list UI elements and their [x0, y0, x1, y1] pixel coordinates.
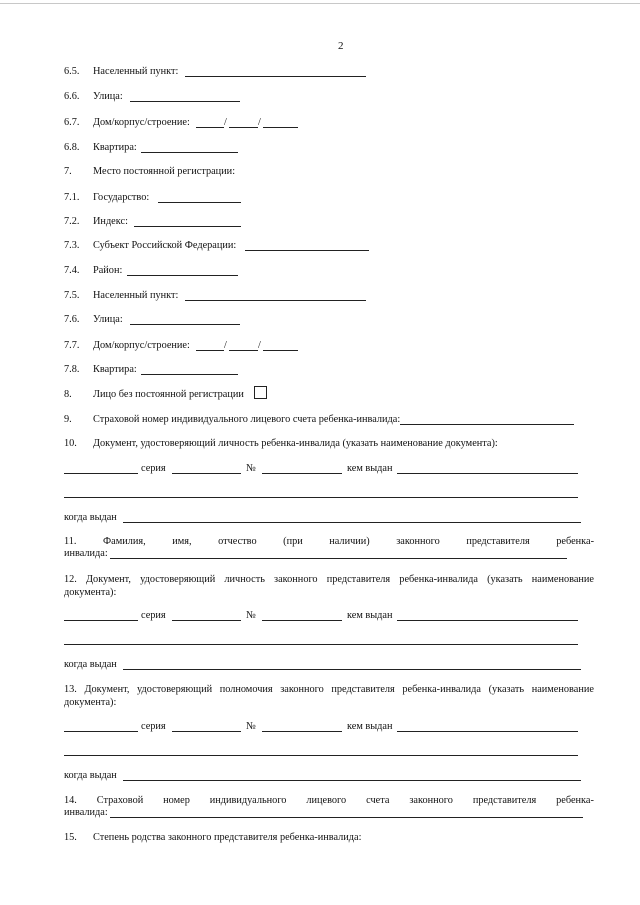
item-13-continuation: документа): [64, 697, 117, 708]
item-number: 7.3. [64, 240, 80, 251]
document-type-field[interactable] [64, 620, 138, 621]
structure-field[interactable] [263, 350, 298, 351]
street-field[interactable] [130, 324, 240, 325]
document-type-field[interactable] [64, 731, 138, 732]
item-label-child-snils: Страховой номер индивидуального лицевого счета ребенка-инвалида: [93, 414, 401, 425]
item-label-settlement: Населенный пункт: [93, 66, 179, 77]
text-word: удостоверяющий [136, 684, 213, 695]
item-label-street: Улица: [93, 314, 123, 325]
issued-when-field[interactable] [123, 780, 581, 781]
item-number: 7.6. [64, 314, 80, 325]
item-number: 7.1. [64, 192, 80, 203]
text-word: отчество [218, 536, 257, 547]
street-field[interactable] [130, 101, 240, 102]
item-number: 6.7. [64, 117, 80, 128]
text-word: Страховой [96, 795, 144, 806]
text-word: представителя [472, 795, 537, 806]
apartment-field[interactable] [141, 374, 238, 375]
number-label: № [246, 721, 256, 732]
item-number: 6.8. [64, 142, 80, 153]
text-word: наличии) [329, 536, 370, 547]
item-number: 6.5. [64, 66, 80, 77]
item-number: 10. [64, 438, 77, 449]
item-label-apartment: Квартира: [93, 364, 137, 375]
item-number: 14. [64, 795, 77, 806]
text-word: ребенка-инвалида [402, 684, 481, 695]
number-field[interactable] [262, 473, 342, 474]
text-word: представителя [331, 684, 395, 695]
no-registration-checkbox[interactable] [254, 386, 267, 399]
item-number: 8. [64, 389, 72, 400]
series-field[interactable] [172, 473, 241, 474]
document-type-field[interactable] [64, 473, 138, 474]
text-word: имя, [172, 536, 192, 547]
text-word: ребенка-инвалида [399, 574, 478, 585]
slash-separator: / [258, 340, 261, 351]
issued-by-field[interactable] [397, 473, 578, 474]
item-number: 7.4. [64, 265, 80, 276]
series-label: серия [141, 463, 166, 474]
issued-by-field[interactable] [397, 620, 578, 621]
series-field[interactable] [172, 620, 241, 621]
item-14-line [64, 795, 594, 807]
text-word: (указать [487, 574, 523, 585]
series-label: серия [141, 610, 166, 621]
text-word: счета [366, 795, 390, 806]
issued-when-label: когда выдан [64, 659, 117, 670]
text-word: личность [224, 574, 265, 585]
item-13-line [64, 684, 594, 696]
issued-by-label: кем выдан [347, 463, 393, 474]
series-label: серия [141, 721, 166, 732]
item-12-line [64, 574, 594, 586]
text-word: представителя [326, 574, 391, 585]
issued-by-field-continued[interactable] [64, 497, 578, 498]
item-12-continuation: документа): [64, 587, 117, 598]
item-number: 7. [64, 166, 72, 177]
item-14-continuation: инвалида: [64, 807, 108, 818]
postal-code-field[interactable] [134, 226, 241, 227]
number-label: № [246, 463, 256, 474]
item-number: 7.8. [64, 364, 80, 375]
issued-by-field-continued[interactable] [64, 755, 578, 756]
item-number: 13. [64, 684, 77, 695]
item-label-house: Дом/корпус/строение: [93, 117, 190, 128]
item-number: 7.2. [64, 216, 80, 227]
text-word: наименование [531, 684, 594, 695]
issued-when-label: когда выдан [64, 770, 117, 781]
issued-when-field[interactable] [123, 522, 581, 523]
country-field[interactable] [158, 202, 241, 203]
item-label-country: Государство: [93, 192, 150, 203]
issued-when-field[interactable] [123, 669, 581, 670]
issued-by-label: кем выдан [347, 610, 393, 621]
child-snils-field[interactable] [400, 424, 574, 425]
text-word: законного [396, 536, 440, 547]
item-number: 7.7. [64, 340, 80, 351]
text-word: (при [283, 536, 303, 547]
text-word: законного [280, 684, 324, 695]
number-field[interactable] [262, 620, 342, 621]
item-number: 6.6. [64, 91, 80, 102]
representative-name-field[interactable] [110, 558, 567, 559]
text-word: Фамилия, [103, 536, 146, 547]
text-word: Документ, [84, 684, 130, 695]
item-label-child-identity-document: Документ, удостоверяющий личность ребенка-инвалида (указать наименование документа): [93, 438, 498, 449]
page-number: 2 [338, 40, 344, 52]
issued-by-field-continued[interactable] [64, 644, 578, 645]
text-word: наименование [531, 574, 594, 585]
item-number: 11. [64, 536, 77, 547]
item-11-line [64, 536, 594, 548]
section-heading-registration: Место постоянной регистрации: [93, 166, 236, 177]
item-number: 9. [64, 414, 72, 425]
federal-subject-field[interactable] [245, 250, 369, 251]
house-field[interactable] [196, 350, 224, 351]
building-field[interactable] [229, 350, 258, 351]
number-field[interactable] [262, 731, 342, 732]
series-field[interactable] [172, 731, 241, 732]
settlement-field[interactable] [185, 300, 366, 301]
item-label-street: Улица: [93, 91, 123, 102]
top-scan-edge [0, 3, 640, 4]
issued-by-label: кем выдан [347, 721, 393, 732]
building-field[interactable] [229, 127, 258, 128]
text-word: законного [274, 574, 318, 585]
text-word: удостоверяющий [140, 574, 216, 585]
house-field[interactable] [196, 127, 224, 128]
text-word: лицевого [306, 795, 347, 806]
item-number: 15. [64, 832, 77, 843]
item-label-house: Дом/корпус/строение: [93, 340, 190, 351]
apartment-field[interactable] [141, 152, 238, 153]
item-label-postal-code: Индекс: [93, 216, 128, 227]
text-word: представителя [466, 536, 530, 547]
item-label-district: Район: [93, 265, 123, 276]
issued-by-field[interactable] [397, 731, 578, 732]
item-label-apartment: Квартира: [93, 142, 137, 153]
text-word: ребенка- [556, 536, 594, 547]
slash-separator: / [224, 340, 227, 351]
representative-snils-field[interactable] [110, 817, 583, 818]
text-word: законного [409, 795, 453, 806]
text-word: Документ, [86, 574, 131, 585]
text-word: полномочия [219, 684, 273, 695]
item-label-settlement: Населенный пункт: [93, 290, 179, 301]
text-word: номер [163, 795, 190, 806]
item-number: 7.5. [64, 290, 80, 301]
text-word: индивидуального [209, 795, 287, 806]
number-label: № [246, 610, 256, 621]
district-field[interactable] [127, 275, 238, 276]
settlement-field[interactable] [185, 76, 366, 77]
issued-when-label: когда выдан [64, 512, 117, 523]
structure-field[interactable] [263, 127, 298, 128]
slash-separator: / [224, 117, 227, 128]
item-label-no-registration: Лицо без постоянной регистрации [93, 389, 244, 400]
item-label-federal-subject: Субъект Российской Федерации: [93, 240, 237, 251]
slash-separator: / [258, 117, 261, 128]
text-word: (указать [488, 684, 525, 695]
item-label-kinship: Степень родства законного представителя ребенка-инвалида: [93, 832, 362, 843]
item-11-continuation: инвалида: [64, 548, 108, 559]
text-word: ребенка- [556, 795, 594, 806]
item-number: 12. [64, 574, 77, 585]
